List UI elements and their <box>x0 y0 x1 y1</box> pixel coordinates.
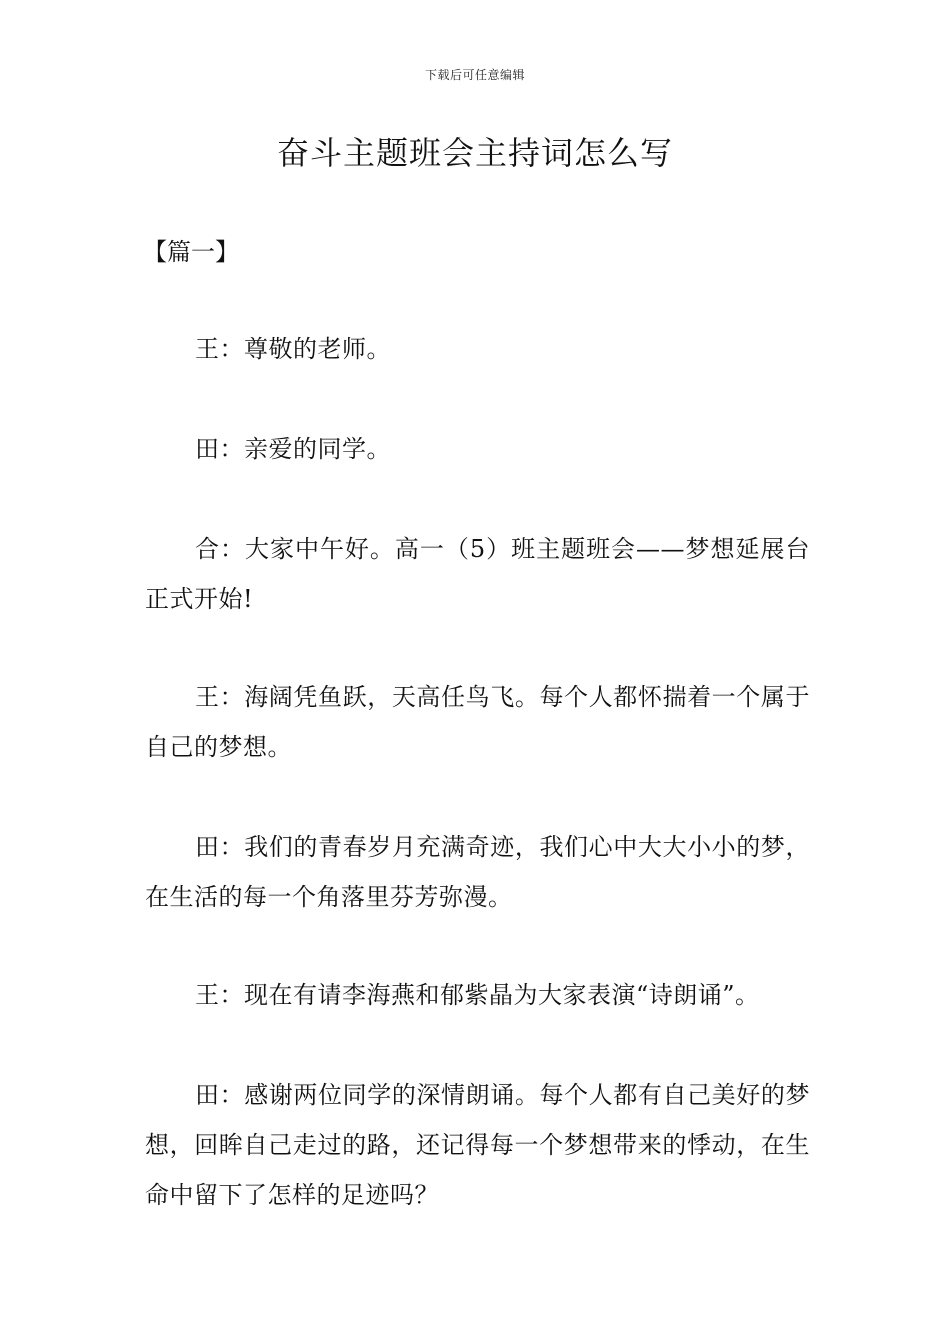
paragraph-3: 合：大家中午好。高一（5）班主题班会——梦想延展台正式开始! <box>145 535 810 613</box>
page-title: 奋斗主题班会主持词怎么写 <box>276 134 673 172</box>
paragraph-6: 王：现在有请李海燕和郁紫晶为大家表演“诗朗诵”。 <box>195 981 760 1009</box>
paragraph-2: 田：亲爱的同学。 <box>195 435 391 463</box>
paragraph-7: 田：感谢两位同学的深情朗诵。每个人都有自己美好的梦想，回眸自己走过的路，还记得每一个梦想带来的悸动，在生命中留下了怎样的足迹吗？ <box>145 1081 810 1209</box>
paragraph-1: 王：尊敬的老师。 <box>195 335 391 363</box>
paragraph-4: 王：海阔凭鱼跃，天高任鸟飞。每个人都怀揣着一个属于自己的梦想。 <box>145 683 810 761</box>
header-note: 下载后可任意编辑 <box>424 68 525 82</box>
paragraph-5: 田：我们的青春岁月充满奇迹，我们心中大大小小的梦，在生活的每一个角落里芬芳弥漫。 <box>145 833 810 911</box>
section-label: 【篇一】 <box>143 238 239 266</box>
